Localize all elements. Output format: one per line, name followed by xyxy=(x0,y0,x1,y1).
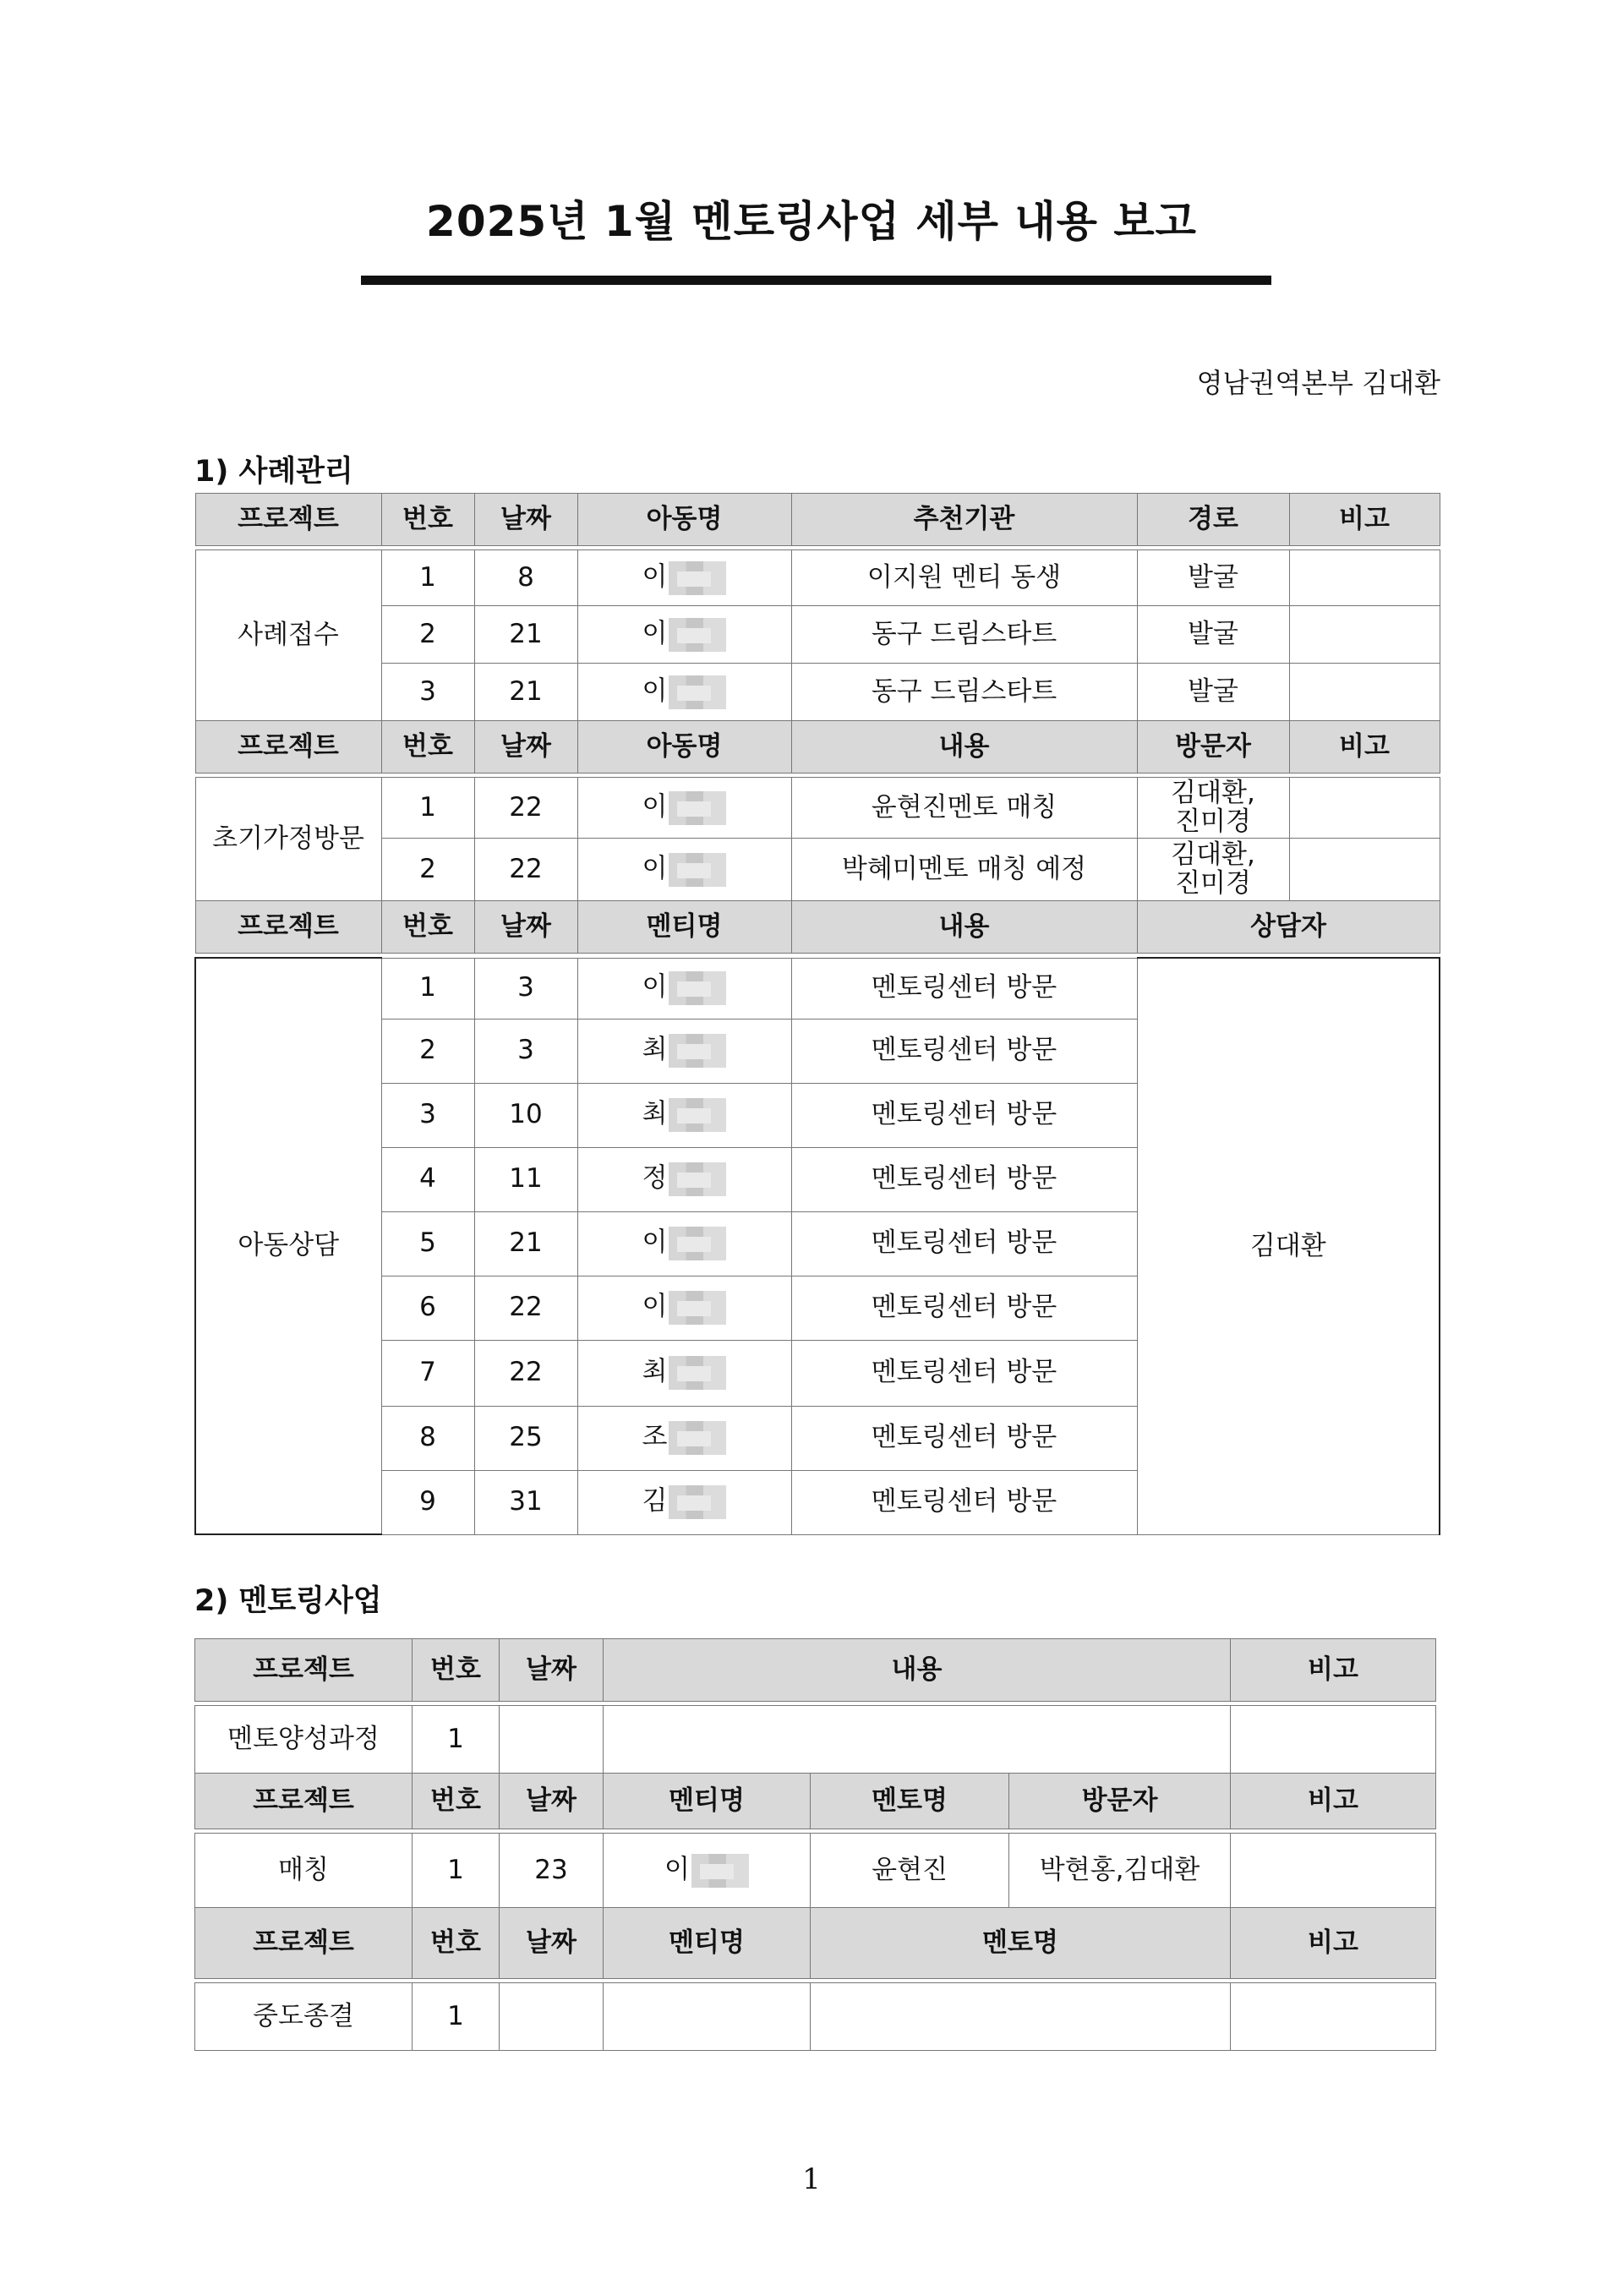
header-cell: 프로젝트 xyxy=(195,721,381,774)
number-cell: 7 xyxy=(381,1340,474,1406)
date-cell xyxy=(500,1983,604,2051)
project-cell: 중도종결 xyxy=(195,1983,413,2051)
header-cell: 프로젝트 xyxy=(195,1774,413,1829)
header-cell: 멘티명 xyxy=(604,1908,811,1979)
date-cell: 21 xyxy=(474,1211,577,1276)
header-cell: 내용 xyxy=(791,901,1137,954)
table-header-row xyxy=(195,721,1440,774)
redacted-name-blur xyxy=(669,675,726,709)
header-cell: 날짜 xyxy=(500,1908,604,1979)
content-cell: 멘토링센터 방문 xyxy=(791,1470,1137,1534)
header-cell: 비고 xyxy=(1231,1639,1436,1702)
note-cell xyxy=(1289,550,1440,606)
content-cell: 멘토링센터 방문 xyxy=(791,1083,1137,1147)
number-cell: 1 xyxy=(413,1983,500,2051)
header-cell: 프로젝트 xyxy=(195,494,381,546)
header-cell: 아동명 xyxy=(577,494,791,546)
content-cell: 멘토링센터 방문 xyxy=(791,1276,1137,1340)
date-cell: 22 xyxy=(474,1340,577,1406)
redacted-name-blur xyxy=(669,1034,726,1068)
date-cell: 22 xyxy=(474,1276,577,1340)
number-cell: 5 xyxy=(381,1211,474,1276)
visitor-cell: 박현홍,김대환 xyxy=(1009,1834,1231,1908)
date-cell: 10 xyxy=(474,1083,577,1147)
table-header-row xyxy=(195,1639,1436,1702)
number-cell: 1 xyxy=(381,958,474,1019)
mentee-name-cell: 이 xyxy=(604,1834,811,1908)
content-cell: 멘토링센터 방문 xyxy=(791,1147,1137,1211)
number-cell: 6 xyxy=(381,1276,474,1340)
header-cell: 방문자 xyxy=(1137,721,1289,774)
header-cell: 프로젝트 xyxy=(195,1639,413,1702)
mentoring-project-table xyxy=(194,1638,1436,2051)
note-cell xyxy=(1289,606,1440,664)
date-cell: 11 xyxy=(474,1147,577,1211)
note-cell xyxy=(1289,778,1440,839)
number-cell: 1 xyxy=(381,778,474,839)
content-cell: 멘토링센터 방문 xyxy=(791,1406,1137,1470)
table-row xyxy=(195,1706,1436,1774)
redacted-name-blur xyxy=(669,853,726,887)
mentee-name-cell: 최 xyxy=(577,1019,791,1083)
date-cell: 22 xyxy=(474,839,577,901)
table-row xyxy=(195,958,1440,1019)
content-cell: 멘토링센터 방문 xyxy=(791,1340,1137,1406)
header-cell: 내용 xyxy=(791,721,1137,774)
date-cell: 3 xyxy=(474,958,577,1019)
table-row xyxy=(195,550,1440,606)
note-cell xyxy=(1231,1706,1436,1774)
number-cell: 2 xyxy=(381,606,474,664)
section-heading-mentoring-project: 2) 멘토링사업 xyxy=(194,1584,382,1618)
mentee-name-cell: 최 xyxy=(577,1083,791,1147)
table-header-row xyxy=(195,494,1440,546)
date-cell xyxy=(500,1706,604,1774)
mentee-name-cell: 이 xyxy=(577,958,791,1019)
number-cell: 9 xyxy=(381,1470,474,1534)
project-cell: 매칭 xyxy=(195,1834,413,1908)
section-heading-case-management: 1) 사례관리 xyxy=(194,455,353,489)
header-cell: 방문자 xyxy=(1009,1774,1231,1829)
date-cell: 31 xyxy=(474,1470,577,1534)
content-cell: 윤현진멘토 매칭 xyxy=(791,778,1137,839)
table-row xyxy=(195,778,1440,839)
date-cell: 22 xyxy=(474,778,577,839)
date-cell: 23 xyxy=(500,1834,604,1908)
content-cell xyxy=(604,1706,1231,1774)
counselor-cell: 김대환 xyxy=(1137,958,1440,1534)
header-cell: 멘티명 xyxy=(604,1774,811,1829)
header-cell: 아동명 xyxy=(577,721,791,774)
header-cell: 내용 xyxy=(604,1639,1231,1702)
redacted-name-blur xyxy=(669,1421,726,1455)
table-row xyxy=(195,664,1440,721)
redacted-name-blur xyxy=(669,791,726,825)
date-cell: 3 xyxy=(474,1019,577,1083)
mentor-name-cell xyxy=(811,1983,1231,2051)
number-cell: 1 xyxy=(381,550,474,606)
number-cell: 1 xyxy=(413,1834,500,1908)
note-cell xyxy=(1231,1834,1436,1908)
redacted-name-blur xyxy=(669,1356,726,1390)
child-name-cell: 이 xyxy=(577,778,791,839)
header-cell: 날짜 xyxy=(474,494,577,546)
header-cell: 프로젝트 xyxy=(195,901,381,954)
mentee-name-cell: 김 xyxy=(577,1470,791,1534)
number-cell: 8 xyxy=(381,1406,474,1470)
header-cell: 비고 xyxy=(1231,1774,1436,1829)
header-cell: 번호 xyxy=(381,494,474,546)
header-cell: 날짜 xyxy=(500,1774,604,1829)
redacted-name-blur xyxy=(669,1162,726,1196)
header-cell: 추천기관 xyxy=(791,494,1137,546)
header-cell: 번호 xyxy=(381,721,474,774)
project-cell: 멘토양성과정 xyxy=(195,1706,413,1774)
date-cell: 8 xyxy=(474,550,577,606)
route-cell: 발굴 xyxy=(1137,550,1289,606)
referral-org-cell: 동구 드림스타트 xyxy=(791,664,1137,721)
content-cell: 박혜미멘토 매칭 예정 xyxy=(791,839,1137,901)
route-cell: 발굴 xyxy=(1137,664,1289,721)
mentee-name-cell: 조 xyxy=(577,1406,791,1470)
header-cell: 날짜 xyxy=(500,1639,604,1702)
visitor-cell: 김대환, 진미경 xyxy=(1137,778,1289,839)
header-cell: 날짜 xyxy=(474,901,577,954)
child-name-cell: 이 xyxy=(577,664,791,721)
date-cell: 25 xyxy=(474,1406,577,1470)
redacted-name-blur xyxy=(669,1485,726,1519)
mentor-name-cell: 윤현진 xyxy=(811,1834,1009,1908)
table-header-row xyxy=(195,1908,1436,1979)
project-cell: 사례접수 xyxy=(195,550,381,721)
table-row xyxy=(195,606,1440,664)
project-cell: 초기가정방문 xyxy=(195,778,381,901)
table-header-row xyxy=(195,901,1440,954)
project-cell: 아동상담 xyxy=(195,958,381,1534)
note-cell xyxy=(1289,839,1440,901)
referral-org-cell: 동구 드림스타트 xyxy=(791,606,1137,664)
redacted-name-blur xyxy=(669,1227,726,1260)
date-cell: 21 xyxy=(474,606,577,664)
content-cell: 멘토링센터 방문 xyxy=(791,1019,1137,1083)
visitor-cell: 김대환, 진미경 xyxy=(1137,839,1289,901)
header-cell: 멘티명 xyxy=(577,901,791,954)
redacted-name-blur xyxy=(669,618,726,652)
note-cell xyxy=(1289,664,1440,721)
date-cell: 21 xyxy=(474,664,577,721)
header-cell: 멘토명 xyxy=(811,1908,1231,1979)
content-cell: 멘토링센터 방문 xyxy=(791,958,1137,1019)
page-number: 1 xyxy=(802,2162,821,2196)
table-row xyxy=(195,839,1440,901)
mentee-name-cell: 최 xyxy=(577,1340,791,1406)
header-cell: 멘토명 xyxy=(811,1774,1009,1829)
header-cell: 번호 xyxy=(413,1639,500,1702)
redacted-name-blur xyxy=(691,1854,749,1888)
child-name-cell: 이 xyxy=(577,550,791,606)
referral-org-cell: 이지원 멘티 동생 xyxy=(791,550,1137,606)
header-cell: 경로 xyxy=(1137,494,1289,546)
header-cell: 번호 xyxy=(413,1908,500,1979)
child-name-cell: 이 xyxy=(577,839,791,901)
redacted-name-blur xyxy=(669,1098,726,1132)
header-cell: 비고 xyxy=(1231,1908,1436,1979)
number-cell: 2 xyxy=(381,1019,474,1083)
header-cell: 프로젝트 xyxy=(195,1908,413,1979)
mentee-name-cell: 정 xyxy=(577,1147,791,1211)
child-name-cell: 이 xyxy=(577,606,791,664)
table-header-row xyxy=(195,1774,1436,1829)
header-cell: 비고 xyxy=(1289,494,1440,546)
document-title: 2025년 1월 멘토링사업 세부 내용 보고 xyxy=(426,197,1197,246)
mentee-name-cell: 이 xyxy=(577,1276,791,1340)
case-management-table xyxy=(194,493,1440,1535)
number-cell: 3 xyxy=(381,1083,474,1147)
content-cell: 멘토링센터 방문 xyxy=(791,1211,1137,1276)
redacted-name-blur xyxy=(669,1291,726,1325)
note-cell xyxy=(1231,1983,1436,2051)
mentee-name-cell: 이 xyxy=(577,1211,791,1276)
header-cell: 번호 xyxy=(381,901,474,954)
header-cell: 비고 xyxy=(1289,721,1440,774)
number-cell: 3 xyxy=(381,664,474,721)
route-cell: 발굴 xyxy=(1137,606,1289,664)
table-row xyxy=(195,1983,1436,2051)
number-cell: 4 xyxy=(381,1147,474,1211)
table-row xyxy=(195,1834,1436,1908)
number-cell: 1 xyxy=(413,1706,500,1774)
title-underline xyxy=(361,276,1271,285)
number-cell: 2 xyxy=(381,839,474,901)
header-cell: 상담자 xyxy=(1137,901,1440,954)
author-line: 영남권역본부 김대환 xyxy=(1196,367,1440,399)
header-cell: 번호 xyxy=(413,1774,500,1829)
redacted-name-blur xyxy=(669,561,726,595)
redacted-name-blur xyxy=(669,971,726,1005)
header-cell: 날짜 xyxy=(474,721,577,774)
mentee-name-cell xyxy=(604,1983,811,2051)
